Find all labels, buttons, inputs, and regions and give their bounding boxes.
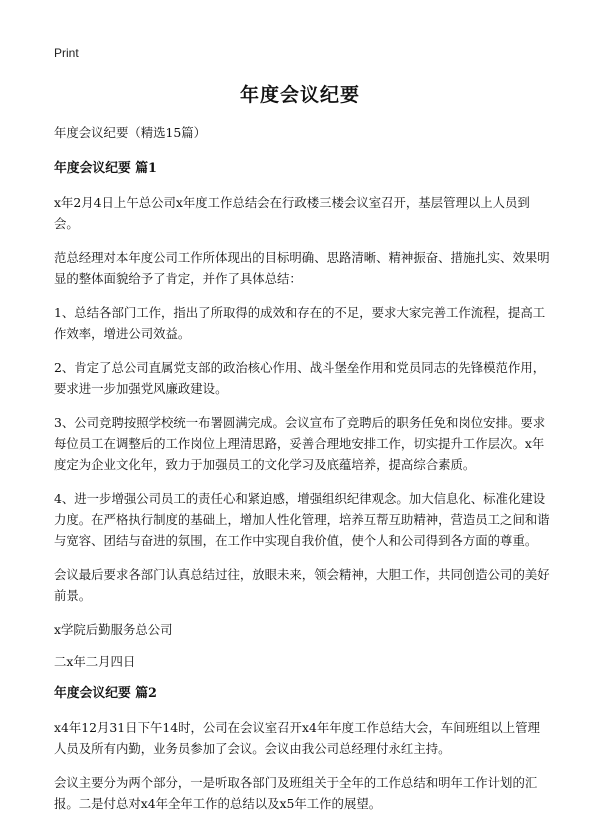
paragraph: 4、进一步增强公司员工的责任心和紧迫感，增强组织纪律观念。加大信息化、标准化建设力度。在严格执行制度的基础上，增加人性化管理，培养互帮互助精神，营造员工之间和谐与宽容、团结与奋进的氛围，在工作中实现自我价值，使个人和公司得到各方面的尊重。: [54, 491, 550, 548]
paragraph: 会议主要分为两个部分，一是听取各部门及班组关于全年的工作总结和明年工作计划的汇报。二是付总对x4年全年工作的总结以及x5年工作的展望。: [54, 775, 538, 811]
section-heading: 年度会议纪要 篇2: [54, 686, 157, 701]
paragraph: 1、总结各部门工作，指出了所取得的成效和存在的不足，要求大家完善工作流程，提高工作效率，增进公司效益。: [54, 305, 546, 341]
paragraph: 2、肯定了总公司直属党支部的政治核心作用、战斗堡垒作用和党员同志的先锋模范作用，要求进一步加强党风廉政建设。: [54, 360, 546, 396]
signature-org: x学院后勤服务总公司: [54, 622, 173, 637]
print-link[interactable]: Print: [54, 46, 79, 60]
paragraph: x4年12月31日下午14时，公司在会议室召开x4年年度工作总结大会，车间班组以上管理人员及所有内勤，业务员参加了会议。会议由我公司总经理付永红主持。: [54, 720, 540, 756]
paragraph: 会议最后要求各部门认真总结过往，放眼未来，领会精神，大胆工作，共同创造公司的美好前景。: [54, 567, 550, 603]
document-title: 年度会议纪要: [239, 84, 360, 106]
signature-date: 二x年二月四日: [54, 654, 136, 669]
paragraph: x年2月4日上午总公司x年度工作总结会在行政楼三楼会议室召开，基层管理以上人员到会。: [54, 195, 530, 231]
paragraph: 3、公司竞聘按照学校统一布署圆满完成。会议宣布了竞聘后的职务任免和岗位安排。要求每位员工在调整后的工作岗位上理清思路，妥善合理地安排工作，切实提升工作层次。x年度定为企业文化年，致力于加强员工的文化学习及底蕴培养，提高综合素质。: [54, 415, 546, 472]
paragraph: 范总经理对本年度公司工作所体现出的目标明确、思路清晰、精神振奋、措施扎实、效果明显的整体面貌给予了肯定，并作了具体总结：: [54, 250, 550, 286]
document-subtitle: 年度会议纪要（精选15篇）: [54, 125, 207, 140]
document-body: [54, 122, 550, 827]
section-heading: 年度会议纪要 篇1: [54, 161, 157, 176]
